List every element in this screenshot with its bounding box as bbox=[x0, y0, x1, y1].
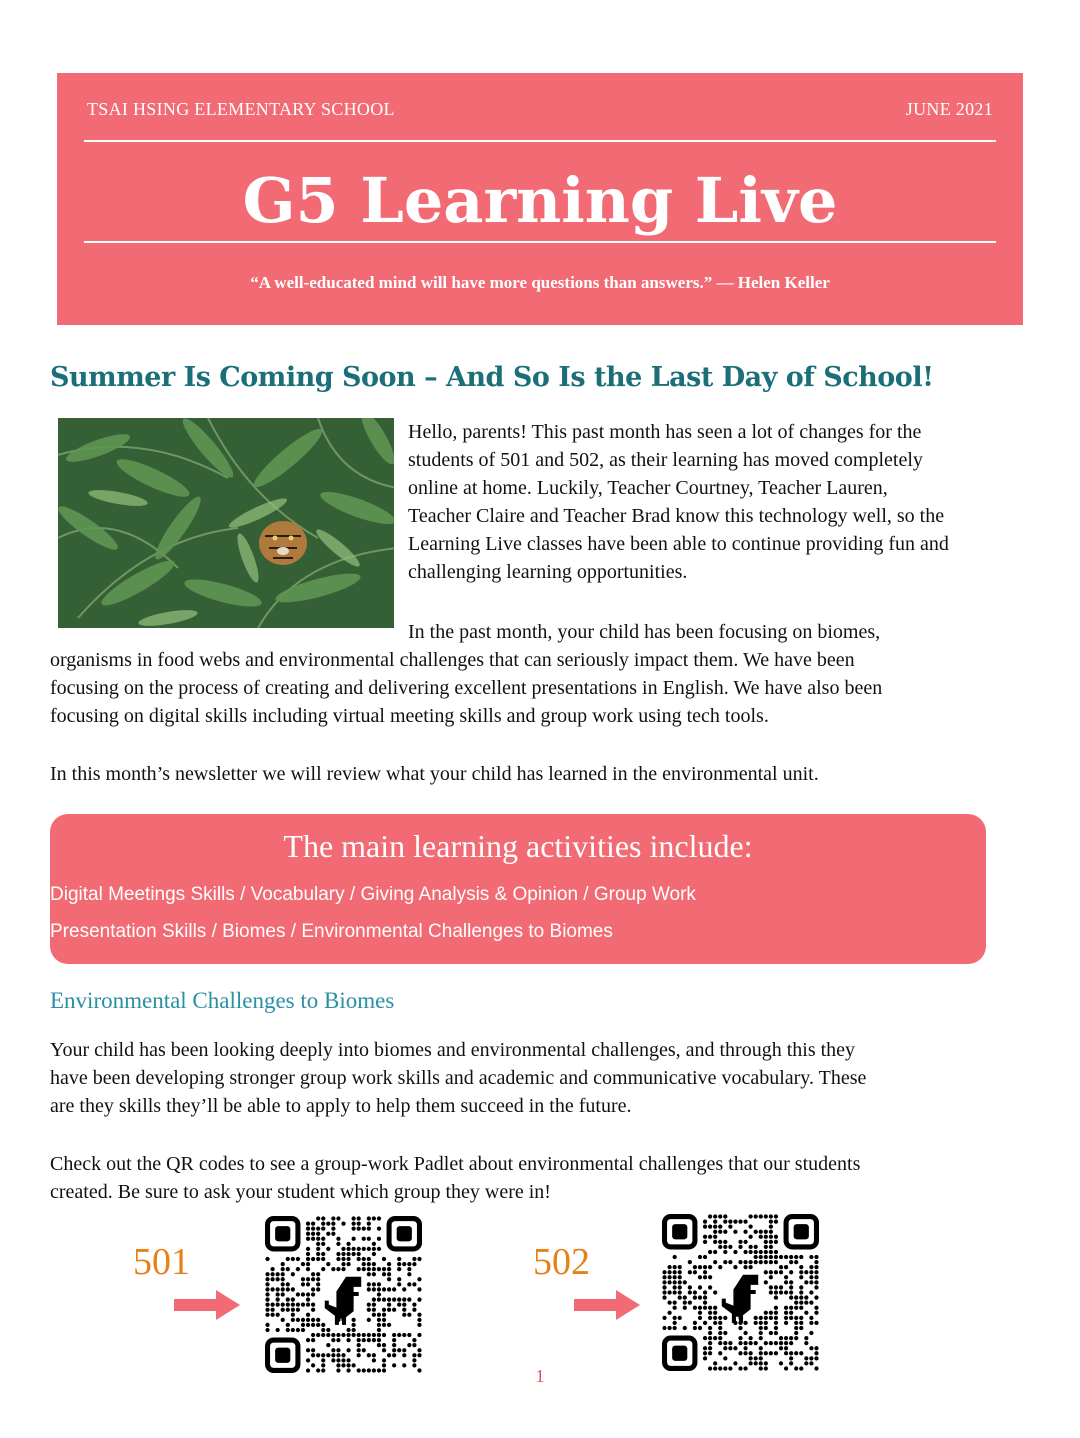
paragraph-line: focusing on the process of creating and delivering excellent presentations in English. We have also been bbox=[50, 677, 883, 699]
paragraph-line: organisms in food webs and environmental challenges that can seriously impact them. We have been bbox=[50, 649, 855, 671]
env-paragraph-two bbox=[50, 1150, 1040, 1206]
issue-date: JUNE 2021 bbox=[905, 99, 993, 119]
qr-code-icon[interactable] bbox=[662, 1214, 819, 1371]
activities-title: The main learning activities include: bbox=[283, 828, 753, 864]
intro-line: online at home. Luckily, Teacher Courtney, Teacher Lauren, bbox=[408, 477, 888, 499]
activities-list-line-1: Digital Meetings Skills / Vocabulary / Giving Analysis & Opinion / Group Work bbox=[50, 884, 696, 905]
arrow-right-icon bbox=[174, 1290, 240, 1320]
school-name: TSAI HSING ELEMENTARY SCHOOL bbox=[87, 99, 395, 119]
paragraph-three: In this month’s newsletter we will review what your child has learned in the environmental unit. bbox=[50, 763, 819, 785]
env-paragraph-one bbox=[50, 1036, 1040, 1120]
class-label-501: 501 bbox=[133, 1241, 190, 1283]
intro-line: Hello, parents! This past month has seen a lot of changes for the bbox=[408, 421, 922, 443]
intro-line: Teacher Claire and Teacher Brad know this technology well, so the bbox=[408, 505, 945, 527]
header-divider-bottom bbox=[84, 241, 996, 243]
paragraph-line: focusing on digital skills including virtual meeting skills and group work using tech tools. bbox=[50, 705, 769, 727]
intro-paragraph bbox=[408, 418, 1038, 586]
arrow-right-icon bbox=[574, 1290, 640, 1320]
paragraph-line: created. Be sure to ask your student which group they were in! bbox=[50, 1181, 551, 1203]
activities-list-line-2: Presentation Skills / Biomes / Environmental Challenges to Biomes bbox=[50, 921, 613, 942]
header-quote: “A well-educated mind will have more questions than answers.” — Helen Keller bbox=[250, 273, 830, 292]
paragraph-two-first-line: In the past month, your child has been focusing on biomes, bbox=[408, 621, 881, 643]
paragraph-two bbox=[50, 646, 1040, 730]
class-label-502: 502 bbox=[533, 1241, 590, 1283]
paragraph-line: Check out the QR codes to see a group-work Padlet about environmental challenges that our students bbox=[50, 1153, 861, 1175]
paragraph-line: are they skills they’ll be able to apply to help them succeed in the future. bbox=[50, 1095, 632, 1117]
jungle-tiger-photo bbox=[58, 418, 394, 628]
page-number: 1 bbox=[535, 1366, 545, 1386]
newsletter-header bbox=[57, 73, 1023, 325]
intro-line: students of 501 and 502, as their learning has moved completely bbox=[408, 449, 923, 471]
intro-line: Learning Live classes have been able to continue providing fun and bbox=[408, 533, 949, 555]
newsletter-title: G5 Learning Live bbox=[242, 164, 838, 237]
section-title: Summer Is Coming Soon – And So Is the Last Day of School! bbox=[50, 362, 934, 393]
header-top-line bbox=[87, 99, 993, 120]
paragraph-line: Your child has been looking deeply into biomes and environmental challenges, and through this they bbox=[50, 1039, 856, 1061]
intro-line: challenging learning opportunities. bbox=[408, 561, 688, 583]
subsection-title: Environmental Challenges to Biomes bbox=[50, 988, 395, 1013]
paragraph-line: have been developing stronger group work skills and academic and communicative vocabulary. These bbox=[50, 1067, 867, 1089]
header-divider-top bbox=[84, 140, 996, 142]
qr-code-icon[interactable] bbox=[265, 1216, 422, 1373]
